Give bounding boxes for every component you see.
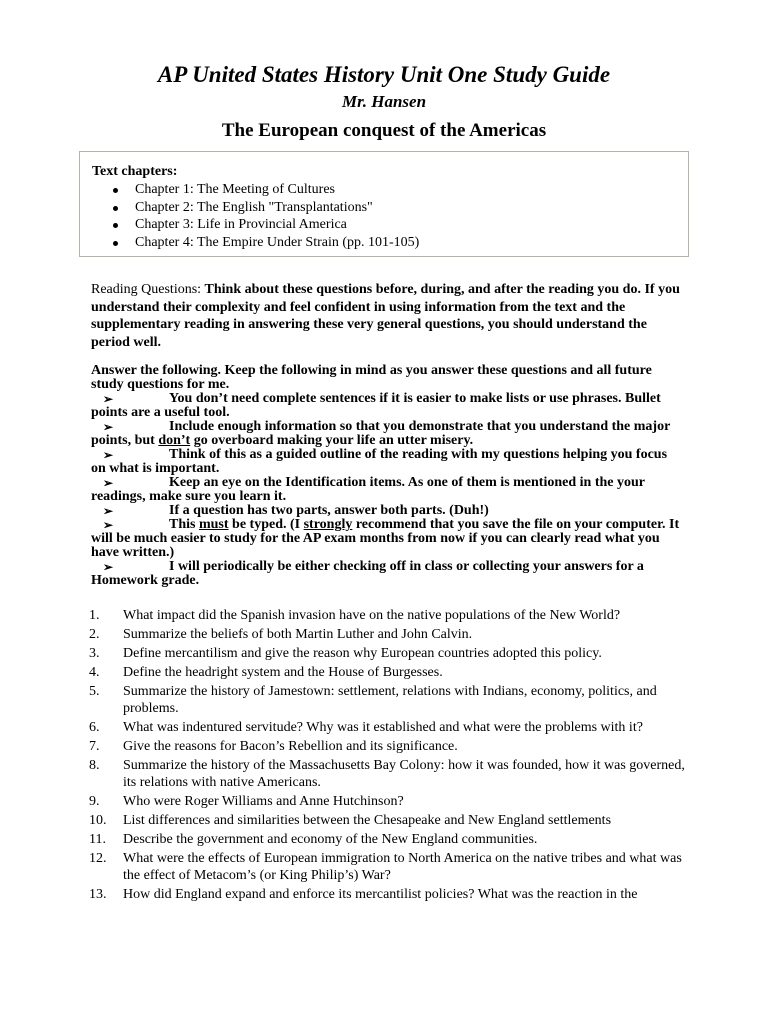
instruction-rule bbox=[91, 518, 681, 560]
list-item bbox=[89, 664, 689, 681]
list-item bbox=[89, 626, 689, 643]
unit-subtitle: The European conquest of the Americas bbox=[221, 120, 547, 141]
question-number: 13. bbox=[89, 887, 107, 902]
question-text: Define the headright system and the House of Burgesses. bbox=[123, 665, 443, 680]
rule-text: be typed. (I bbox=[228, 517, 304, 532]
list-item bbox=[89, 719, 689, 736]
arrow-bullet-icon: ➢ bbox=[103, 392, 114, 406]
question-text: Summarize the history of Jamestown: settlement, relations with Indians, economy, politics, and problems. bbox=[123, 684, 657, 716]
instructions-intro: Answer the following. Keep the following in mind as you answer these questions and all future study questions for me. bbox=[91, 363, 652, 392]
list-item bbox=[89, 850, 689, 884]
chapter-item: Chapter 2: The English "Transplantations" bbox=[92, 199, 419, 217]
question-number: 5. bbox=[89, 684, 100, 699]
question-list bbox=[89, 607, 689, 905]
chapters-label: Text chapters: bbox=[92, 164, 178, 179]
rule-emphasis: don’t bbox=[158, 433, 191, 448]
chapter-item: Chapter 1: The Meeting of Cultures bbox=[92, 181, 419, 199]
list-item bbox=[89, 607, 689, 624]
question-text: List differences and similarities between the Chesapeake and New England settlements bbox=[123, 813, 612, 828]
arrow-bullet-icon: ➢ bbox=[103, 448, 114, 462]
question-number: 1. bbox=[89, 608, 100, 623]
question-text: What was indentured servitude? Why was it established and what were the problems with it? bbox=[123, 720, 643, 735]
rule-text: You don’t need complete sentences if it is easier to make lists or use phrases. Bullet points are a useful tool. bbox=[91, 391, 661, 420]
question-text: Summarize the history of the Massachusetts Bay Colony: how it was founded, how it was governed, its relations with native Americans. bbox=[123, 758, 685, 790]
question-text: How did England expand and enforce its mercantilist policies? What was the reaction in the bbox=[123, 887, 638, 902]
instruction-rule bbox=[91, 448, 681, 476]
reading-text: Think about these questions before, during, and after the reading you do. If you understand their complexity and feel confident in using information from the text and the supplementary reading in answering these very general questions, you should understand the period well. bbox=[91, 282, 680, 350]
reading-label: Reading Questions: bbox=[91, 282, 205, 297]
question-number: 12. bbox=[89, 851, 107, 866]
question-text: Who were Roger Williams and Anne Hutchinson? bbox=[123, 794, 404, 809]
rule-text: Think of this as a guided outline of the reading with my questions helping you focus on what is important. bbox=[91, 447, 668, 476]
question-text: Summarize the beliefs of both Martin Luther and John Calvin. bbox=[123, 627, 473, 642]
author-name: Mr. Hansen bbox=[341, 92, 427, 111]
question-number: 9. bbox=[89, 794, 100, 809]
question-number: 4. bbox=[89, 665, 100, 680]
list-item bbox=[89, 738, 689, 755]
question-number: 7. bbox=[89, 739, 100, 754]
question-text: Define mercantilism and give the reason why European countries adopted this policy. bbox=[123, 646, 602, 661]
question-text: What were the effects of European immigration to North America on the native tribes and what was the effect of Metacom’s (or King Philip’s) War? bbox=[123, 851, 682, 883]
question-number: 2. bbox=[89, 627, 100, 642]
rule-text: If a question has two parts, answer both parts. (Duh!) bbox=[169, 503, 489, 518]
question-number: 6. bbox=[89, 720, 100, 735]
question-text: What impact did the Spanish invasion have on the native populations of the New World? bbox=[123, 608, 621, 623]
instructions-block bbox=[91, 364, 681, 588]
reading-questions-paragraph bbox=[91, 281, 681, 351]
rule-text: This bbox=[169, 517, 199, 532]
arrow-bullet-icon: ➢ bbox=[103, 476, 114, 490]
instruction-rule bbox=[91, 420, 681, 448]
chapter-list bbox=[92, 181, 419, 251]
list-item bbox=[89, 645, 689, 662]
rule-text: recommend that you save the file on your computer. It will be much easier to study for the AP exam months from now if you can clearly read what you have written.) bbox=[91, 517, 680, 560]
question-text: Give the reasons for Bacon’s Rebellion and its significance. bbox=[123, 739, 458, 754]
list-item bbox=[89, 831, 689, 848]
chapter-item: Chapter 3: Life in Provincial America bbox=[92, 216, 419, 234]
question-text: Describe the government and economy of the New England communities. bbox=[123, 832, 538, 847]
arrow-bullet-icon: ➢ bbox=[103, 420, 114, 434]
instruction-rule bbox=[91, 504, 681, 518]
list-item bbox=[89, 683, 689, 717]
list-item bbox=[89, 793, 689, 810]
instruction-rule bbox=[91, 560, 681, 588]
document-title: AP United States History Unit One Study Guide bbox=[157, 62, 611, 87]
arrow-bullet-icon: ➢ bbox=[103, 518, 114, 532]
chapter-item: Chapter 4: The Empire Under Strain (pp. 101-105) bbox=[92, 234, 419, 252]
rule-emphasis: must bbox=[198, 517, 229, 532]
rule-text: go overboard making your life an utter misery. bbox=[190, 433, 474, 448]
arrow-bullet-icon: ➢ bbox=[103, 504, 114, 518]
list-item bbox=[89, 886, 689, 903]
list-item bbox=[89, 812, 689, 829]
list-item bbox=[89, 757, 689, 791]
question-number: 11. bbox=[89, 832, 106, 847]
instruction-rule bbox=[91, 392, 681, 420]
rule-emphasis: strongly bbox=[303, 517, 353, 532]
instruction-rule bbox=[91, 476, 681, 504]
arrow-bullet-icon: ➢ bbox=[103, 560, 114, 574]
question-number: 3. bbox=[89, 646, 100, 661]
question-number: 8. bbox=[89, 758, 100, 773]
rule-text: I will periodically be either checking off in class or collecting your answers for a Homework grade. bbox=[91, 559, 644, 588]
rule-text: Include enough information so that you demonstrate that you understand the major points, but bbox=[91, 419, 671, 448]
rule-text: Keep an eye on the Identification items. As one of them is mentioned in the your readings, make sure you learn it. bbox=[91, 475, 645, 504]
question-number: 10. bbox=[89, 813, 107, 828]
